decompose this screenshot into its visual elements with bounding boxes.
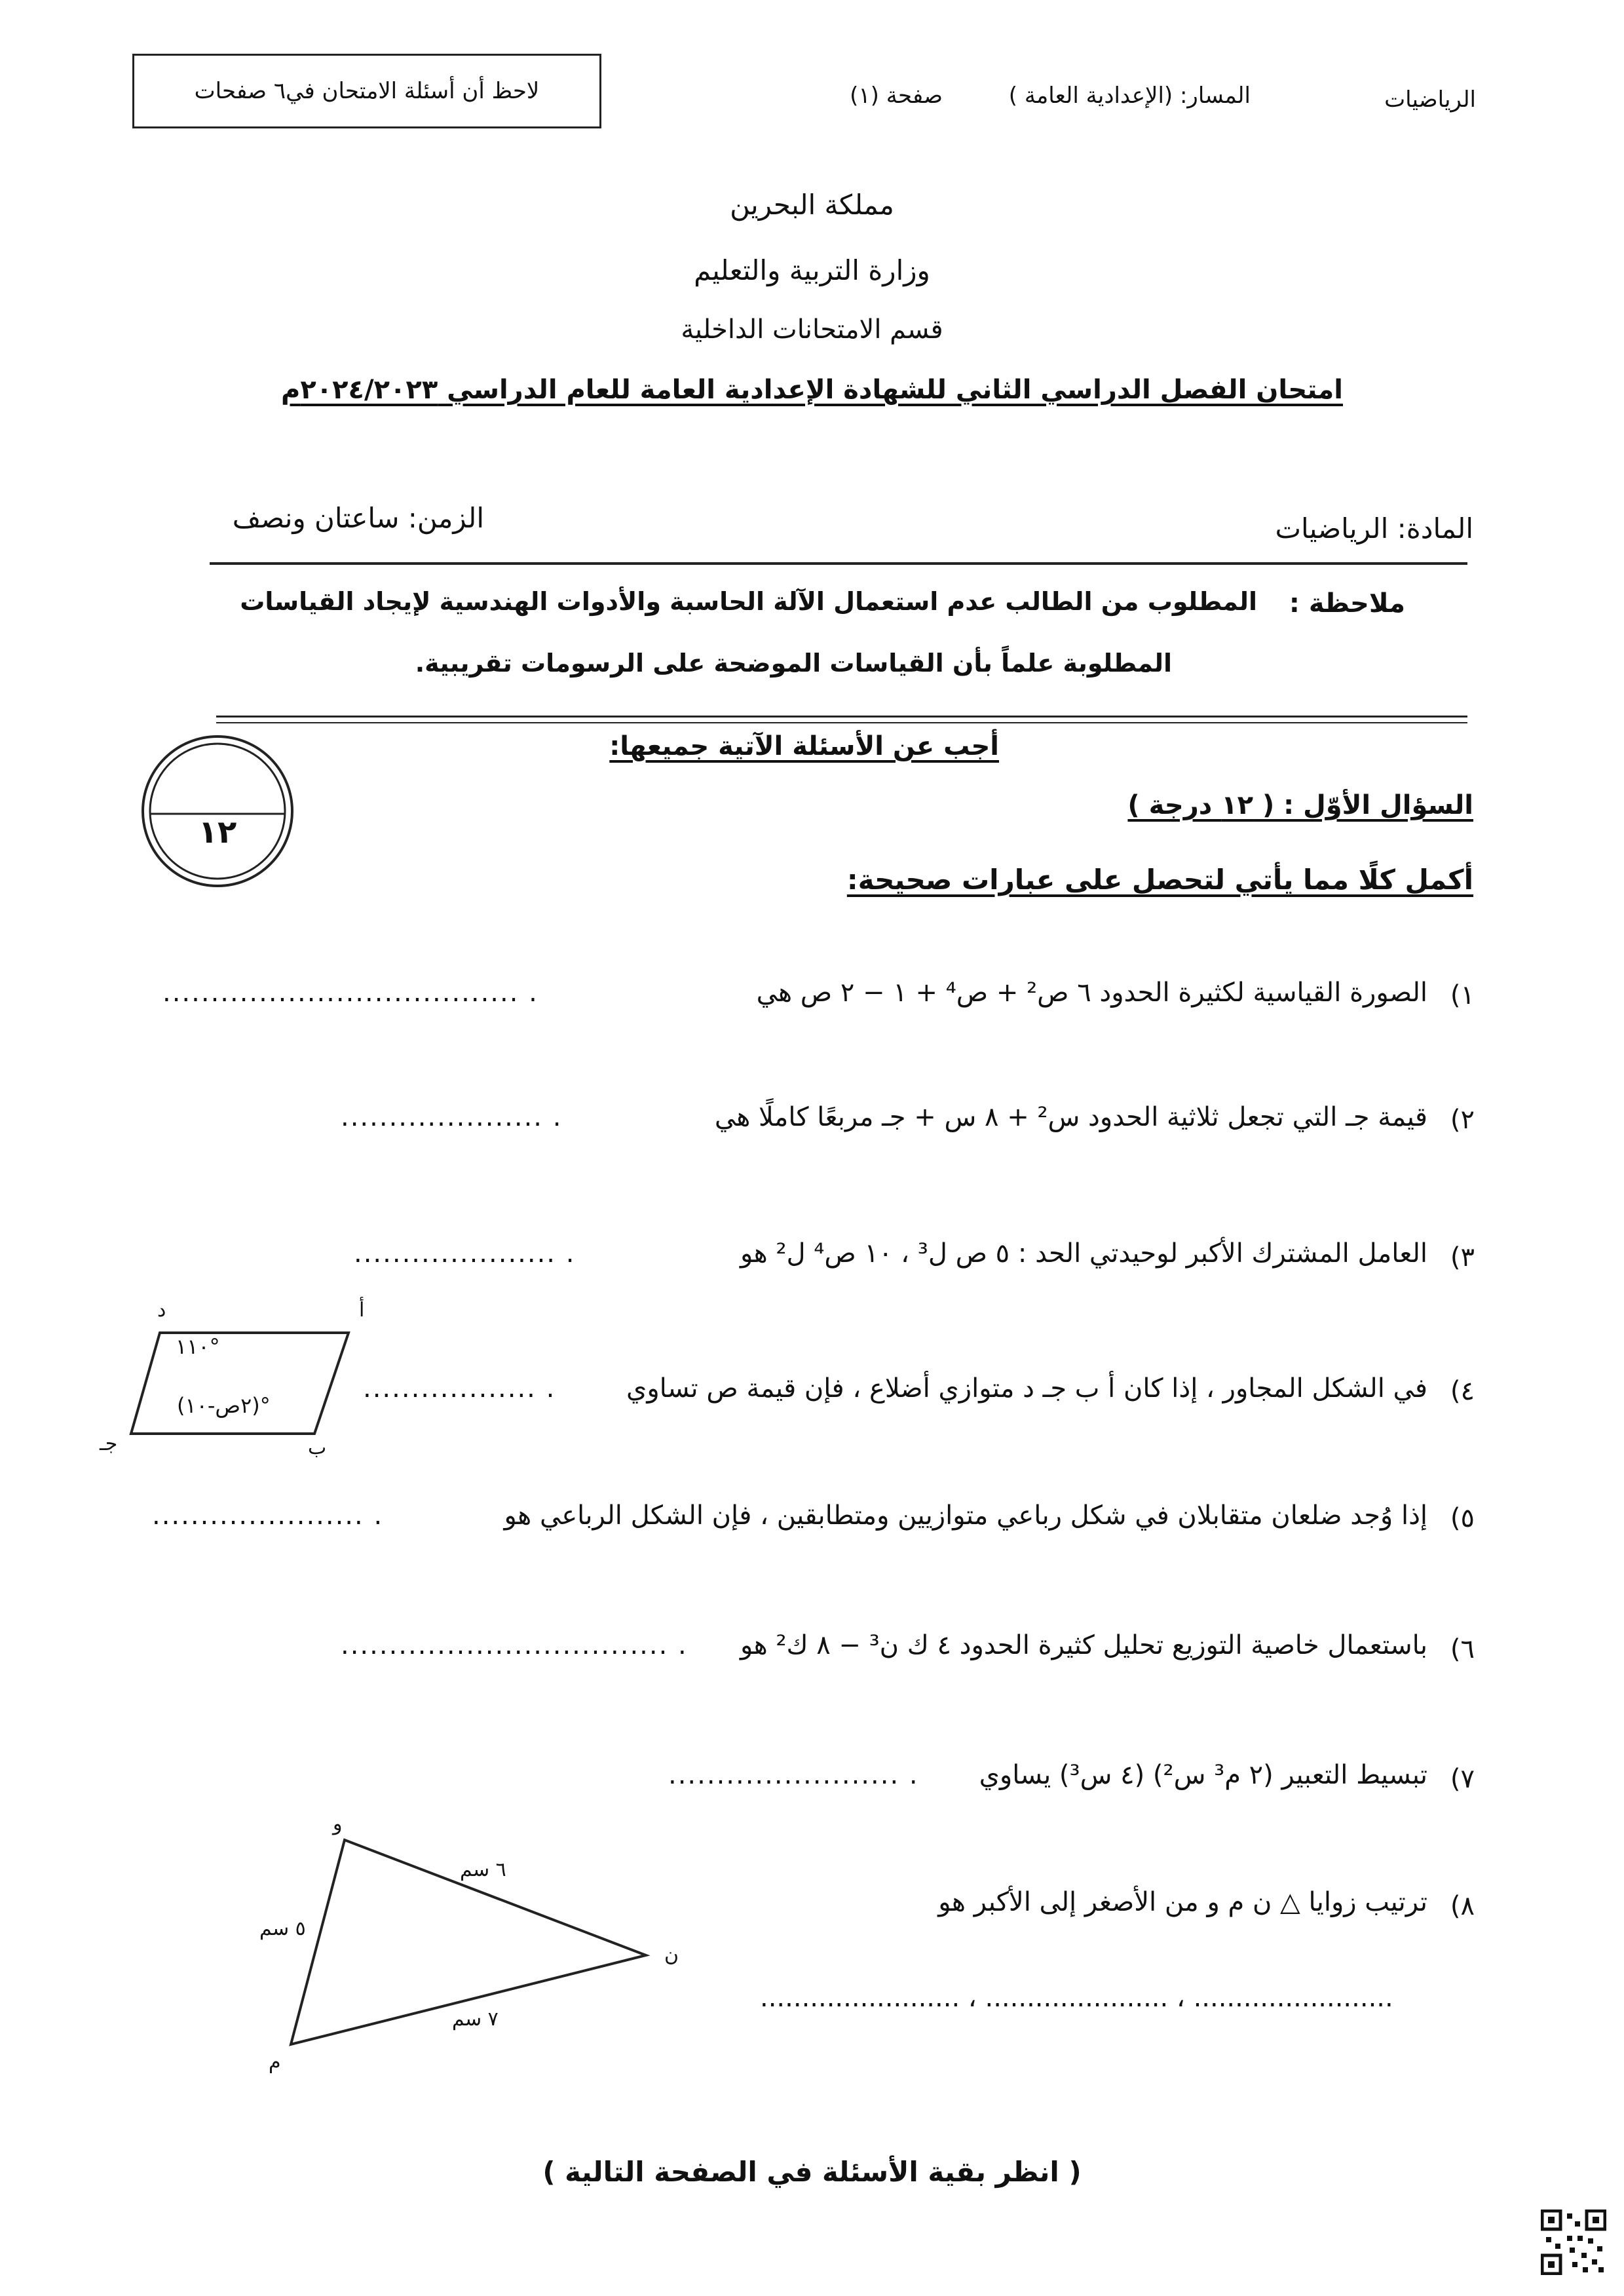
item-4-text: في الشكل المجاور ، إذا كان أ ب جـ د متوازي أضلاع ، فإن قيمة ص تساوي bbox=[626, 1373, 1427, 1404]
divider-bottom-1 bbox=[216, 716, 1467, 718]
exam-title: امتحان الفصل الدراسي الثاني للشهادة الإعدادية العامة للعام الدراسي ٢٠٢٤/٢٠٢٣م bbox=[280, 375, 1343, 405]
header-page-number: صفحة (١) bbox=[850, 83, 943, 109]
parallelogram-label-b: ب bbox=[308, 1436, 327, 1459]
department-name: قسم الامتحانات الداخلية bbox=[681, 315, 943, 345]
item-8-blank[interactable]: ........................ ، ...................... ، ........................ bbox=[760, 1983, 1393, 2013]
meta-subject: المادة: الرياضيات bbox=[1275, 512, 1473, 545]
item-7-text: تبسيط التعبير (٢ م³ س²) (٤ س³) يساوي bbox=[979, 1760, 1427, 1790]
meta-time: الزمن: ساعتان ونصف bbox=[232, 502, 484, 534]
triangle-side-mn: ٧ سم bbox=[452, 2008, 499, 2031]
item-2-number: ٢) bbox=[1450, 1105, 1475, 1135]
item-5-text: إذا وُجد ضلعان متقابلان في شكل رباعي متوازيين ومتطابقين ، فإن الشكل الرباعي هو bbox=[504, 1501, 1427, 1531]
item-2-blank[interactable]: ..................... . bbox=[341, 1102, 563, 1132]
triangle-label-n: ن bbox=[664, 1943, 679, 1966]
header-note-box bbox=[132, 54, 601, 128]
triangle-label-m: م bbox=[269, 2051, 281, 2074]
question-1-prompt: أكمل كلًا مما يأتي لتحصل على عبارات صحيحة: bbox=[846, 864, 1473, 896]
parallelogram-label-a: أ bbox=[359, 1299, 365, 1322]
item-6-number: ٦) bbox=[1450, 1634, 1475, 1664]
instruction: أجب عن الأسئلة الآتية جميعها: bbox=[609, 731, 999, 761]
notice-line-1: المطلوب من الطالب عدم استعمال الآلة الحاسبة والأدوات الهندسية لإيجاد القياسات bbox=[240, 587, 1257, 616]
item-6-text: باستعمال خاصية التوزيع تحليل كثيرة الحدود ٤ ك ن³ − ٨ ك² هو bbox=[740, 1630, 1427, 1660]
score-value: ١٢ bbox=[198, 814, 237, 851]
country-name: مملكة البحرين bbox=[730, 189, 894, 221]
question-1-title: السؤال الأوّل : ( ١٢ درجة ) bbox=[1127, 790, 1473, 820]
item-5-blank[interactable]: ...................... . bbox=[152, 1501, 384, 1531]
footer-continue-note: ( انظر بقية الأسئلة في الصفحة التالية ) bbox=[542, 2156, 1082, 2188]
item-8-text: ترتيب زوايا △ ن م و من الأصغر إلى الأكبر هو bbox=[938, 1887, 1427, 1917]
parallelogram-figure bbox=[118, 1317, 380, 1448]
item-4-number: ٤) bbox=[1450, 1376, 1475, 1406]
item-1-blank[interactable]: ..................................... . bbox=[162, 978, 538, 1008]
parallelogram-angle-top: ١١٠° bbox=[176, 1334, 220, 1359]
item-1-number: ١) bbox=[1450, 980, 1475, 1010]
parallelogram-label-d: د bbox=[157, 1299, 166, 1322]
item-1-text: الصورة القياسية لكثيرة الحدود ٦ ص² + ص⁴ + ١ − ٢ ص هي bbox=[756, 978, 1427, 1008]
triangle-label-w: و bbox=[333, 1812, 343, 1835]
notice-line-2: المطلوبة علماً بأن القياسات الموضحة على الرسومات تقريبية. bbox=[415, 649, 1172, 678]
triangle-side-wn: ٦ سم bbox=[460, 1858, 506, 1881]
divider-top bbox=[210, 562, 1467, 565]
divider-bottom-2 bbox=[216, 722, 1467, 723]
triangle-side-wm: ٥ سم bbox=[259, 1917, 306, 1940]
header-note: لاحظ أن أسئلة الامتحان في٦ صفحات bbox=[194, 78, 540, 104]
qr-code-icon bbox=[1541, 2210, 1606, 2275]
item-5-number: ٥) bbox=[1450, 1503, 1475, 1533]
item-8-number: ٨) bbox=[1450, 1891, 1475, 1921]
item-4-blank[interactable]: .................. . bbox=[363, 1373, 556, 1404]
item-3-number: ٣) bbox=[1450, 1242, 1475, 1272]
item-7-blank[interactable]: ........................ . bbox=[668, 1760, 919, 1790]
item-3-text: العامل المشترك الأكبر لوحيدتي الحد : ٥ ص ل³ ، ١٠ ص⁴ ل² هو bbox=[740, 1238, 1427, 1269]
notice-label: ملاحظة : bbox=[1289, 588, 1405, 619]
parallelogram-angle-bottom: (٢ص-١٠)° bbox=[177, 1393, 271, 1418]
header-subject: الرياضيات bbox=[1384, 86, 1476, 113]
item-7-number: ٧) bbox=[1450, 1764, 1475, 1794]
parallelogram-label-c: جـ bbox=[100, 1432, 118, 1455]
header-track: المسار: (الإعدادية العامة ) bbox=[1008, 83, 1251, 109]
score-circle bbox=[139, 733, 296, 890]
item-2-text: قيمة جـ التي تجعل ثلاثية الحدود س² + ٨ س + جـ مربعًا كاملًا هي bbox=[714, 1102, 1427, 1132]
item-3-blank[interactable]: ..................... . bbox=[354, 1238, 576, 1269]
ministry-name: وزارة التربية والتعليم bbox=[694, 254, 930, 286]
item-6-blank[interactable]: .................................. . bbox=[341, 1630, 688, 1660]
